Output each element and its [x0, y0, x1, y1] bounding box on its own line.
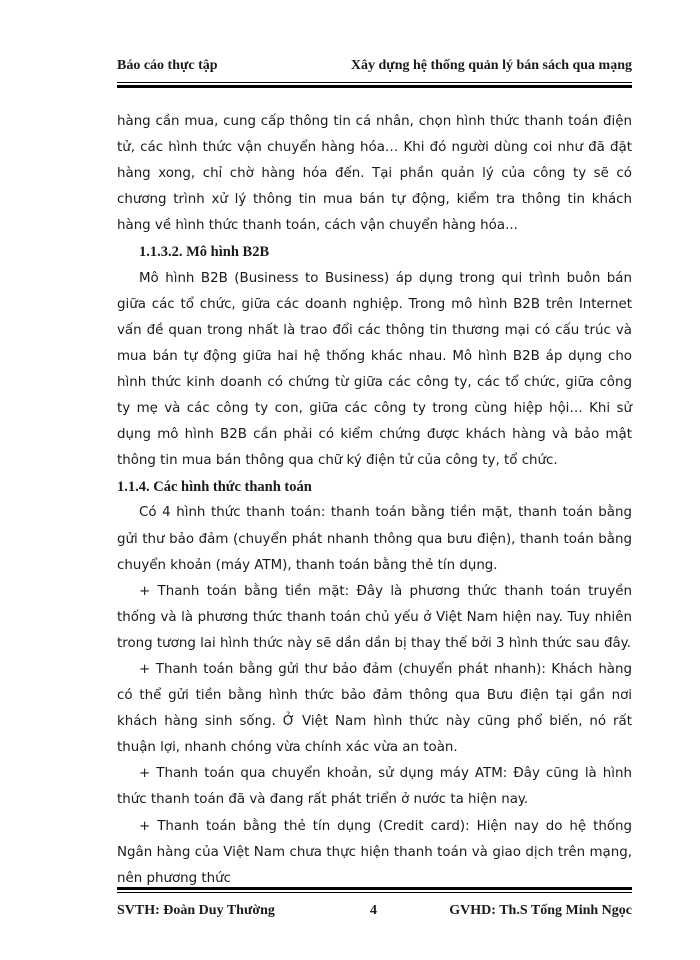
footer-advisor: GVHD: Th.S Tống Minh Ngọc: [449, 903, 632, 918]
paragraph-credit-card: + Thanh toán bằng thẻ tín dụng (Credit card): Hiện nay do hệ thống Ngân hàng của Việt Nam chưa thực hiện thanh toán và giao dịch trên mạng, nên phương thức: [117, 818, 632, 886]
heading-payment-methods: 1.1.4. Các hình thức thanh toán: [117, 479, 312, 496]
page-body: [117, 109, 632, 892]
paragraph-transfer-atm: + Thanh toán qua chuyển khoản, sử dụng máy ATM: Đây cũng là hình thức thanh toán đã và đang rất phát triển ở nước ta hiện nay.: [117, 766, 632, 808]
page-footer: [117, 903, 632, 925]
page-number: 4: [370, 903, 377, 918]
header-rule-thick: [117, 85, 632, 88]
footer-rule: [117, 892, 632, 893]
footer-student: SVTH: Đoàn Duy Thường: [117, 903, 275, 918]
paragraph-payment-overview: Có 4 hình thức thanh toán: thanh toán bằng tiền mặt, thanh toán bằng gửi thư bảo đảm (chuyển phát nhanh thông qua bưu điện), thanh toán bằng chuyển khoản (máy ATM), thanh toán bằng thẻ tín dụng.: [117, 505, 632, 573]
paragraph-b2b: Mô hình B2B (Business to Business) áp dụng trong qui trình buôn bán giữa các tổ chức, giữa các doanh nghiệp. Trong mô hình B2B trên Internet vấn đề quan trong nhất là trao đổi các thông tin thương mại có cấu trúc và mua bán tự động giữa hai hệ thống khác nhau. Mô hình B2B áp dụng cho hình thức kinh doanh có chứng từ giữa các công ty, các tổ chức, giữa công ty mẹ và các công ty con, giữa các công ty trong cùng hiệp hội… Khi sử dụng mô hình B2B cần phải có kiểm chứng được khách hàng và bảo mật thông tin mua bán thông qua chữ ký điện tử của công ty, tổ chức.: [117, 270, 632, 469]
header-report-title: Báo cáo thực tập: [117, 58, 218, 73]
paragraph-cash: + Thanh toán bằng tiền mặt: Đây là phương thức thanh toán truyền thống và là phương thức thanh toán chủ yếu ở Việt Nam hiện nay. Tuy nhiên trong tương lai hình thức này sẽ dần dần bị thay thế bởi 3 hình thức sau đây.: [117, 583, 632, 651]
paragraph-intro: hàng cần mua, cung cấp thông tin cá nhân, chọn hình thức thanh toán điện tử, các hình thức vận chuyển hàng hóa… Khi đó người dùng coi như đã đặt hàng xong, chỉ chờ hàng hóa đến. Tại phần quản lý của công ty sẽ có chương trình xử lý thông tin mua bán tự động, kiểm tra thông tin khách hàng về hình thức thanh toán, cách vận chuyển hàng hóa...: [117, 114, 632, 234]
header-rule: [117, 82, 632, 83]
footer-rule-thick: [117, 887, 632, 890]
heading-b2b: 1.1.3.2. Mô hình B2B: [139, 244, 270, 261]
page-header: [117, 58, 632, 82]
header-project-title: Xây dựng hệ thống quản lý bán sách qua mạng: [350, 58, 632, 73]
paragraph-registered-mail: + Thanh toán bằng gửi thư bảo đảm (chuyển phát nhanh): Khách hàng có thể gửi tiền bằng hình thức bảo đảm thông qua Bưu điện tại gần nơi khách hàng sinh sống. Ở Việt Nam hình thức này cũng phổ biến, nó rất thuận lợi, nhanh chóng vừa chính xác vừa an toàn.: [117, 661, 632, 756]
